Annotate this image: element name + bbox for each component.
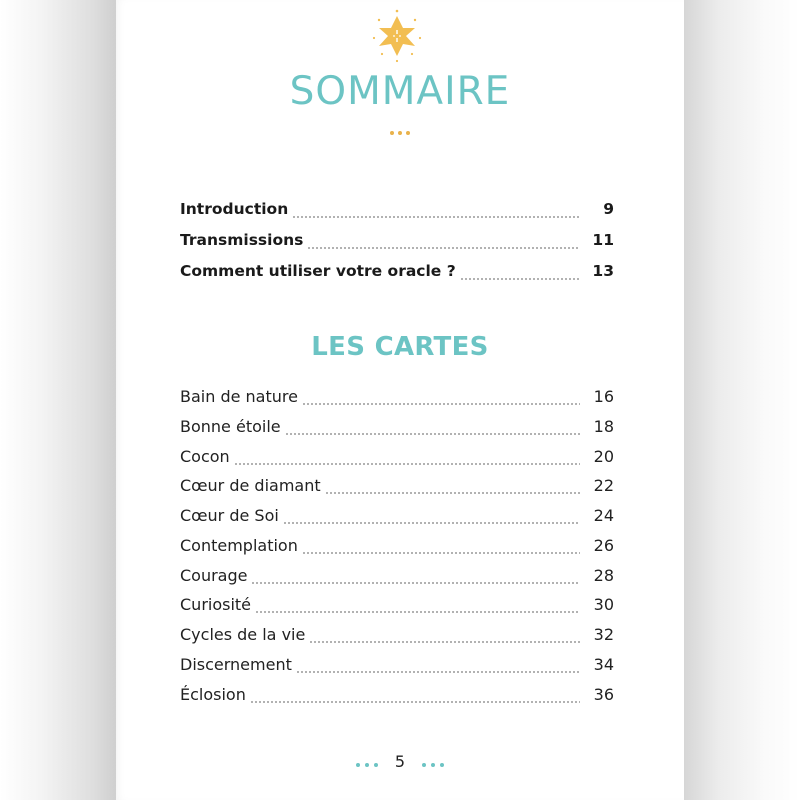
dot-leader xyxy=(302,552,580,554)
toc-entry-label: Discernement xyxy=(180,655,292,674)
toc-entry-card[interactable] xyxy=(180,655,614,679)
title-ornament-dots xyxy=(116,120,684,139)
toc-entry-card[interactable] xyxy=(180,625,614,649)
toc-entry-page: 18 xyxy=(593,417,614,436)
toc-entry-page: 22 xyxy=(593,476,614,495)
page-number: 5 xyxy=(394,751,406,771)
dot-leader xyxy=(309,641,580,643)
toc-entry-page: 16 xyxy=(593,387,614,406)
toc-entry-card[interactable] xyxy=(180,476,614,500)
binding-shadow-left xyxy=(0,0,116,800)
toc-entry-page: 11 xyxy=(592,231,614,249)
toc-entry-card[interactable] xyxy=(180,417,614,441)
toc-entry-card[interactable] xyxy=(180,387,614,411)
toc-entry-page: 28 xyxy=(593,566,614,585)
book-page xyxy=(116,0,684,800)
toc-entry-card[interactable] xyxy=(180,447,614,471)
toc-entry-label: Contemplation xyxy=(180,536,298,555)
toc-entry-transmissions[interactable] xyxy=(180,231,614,255)
toc-entry-card[interactable] xyxy=(180,685,614,709)
dot-leader xyxy=(325,492,580,494)
footer-dots-right xyxy=(419,752,446,771)
toc-entry-page: 32 xyxy=(593,625,614,644)
toc-entry-label: Cœur de Soi xyxy=(180,506,279,525)
dot-leader xyxy=(302,403,580,405)
toc-entry-label: Transmissions xyxy=(180,231,304,249)
toc-entry-introduction[interactable] xyxy=(180,200,614,224)
toc-entry-label: Courage xyxy=(180,566,248,585)
toc-entry-label: Bonne étoile xyxy=(180,417,281,436)
page-footer xyxy=(116,750,684,772)
dot-leader xyxy=(285,433,580,435)
dot-leader xyxy=(307,247,580,249)
toc-entry-comment-utiliser[interactable] xyxy=(180,262,614,286)
section-title-les-cartes: LES CARTES xyxy=(311,332,489,362)
footer-dots-left xyxy=(354,752,381,771)
toc-entry-label: Cocon xyxy=(180,447,230,466)
dot-leader xyxy=(283,522,580,524)
star-ornament-icon xyxy=(369,8,425,64)
toc-entry-card[interactable] xyxy=(180,566,614,590)
toc-entry-card[interactable] xyxy=(180,595,614,619)
toc-entry-label: Cycles de la vie xyxy=(180,625,306,644)
toc-entry-label: Introduction xyxy=(180,200,289,218)
toc-entry-page: 20 xyxy=(593,447,614,466)
dot-leader xyxy=(255,611,580,613)
toc-entry-page: 9 xyxy=(603,200,614,218)
toc-entry-page: 36 xyxy=(593,685,614,704)
dot-leader xyxy=(234,463,580,465)
dot-leader xyxy=(251,582,580,584)
toc-entry-page: 26 xyxy=(593,536,614,555)
dot-leader xyxy=(460,278,580,280)
dot-leader xyxy=(292,216,580,218)
toc-entry-label: Éclosion xyxy=(180,685,246,704)
toc-entry-page: 30 xyxy=(593,595,614,614)
toc-entry-page: 24 xyxy=(593,506,614,525)
binding-shadow-right xyxy=(684,0,800,800)
toc-entry-page: 13 xyxy=(592,262,614,280)
page-title: SOMMAIRE xyxy=(289,69,511,114)
dot-leader xyxy=(250,701,580,703)
toc-entry-card[interactable] xyxy=(180,506,614,530)
toc-entry-label: Comment utiliser votre oracle ? xyxy=(180,262,456,280)
toc-entry-card[interactable] xyxy=(180,536,614,560)
toc-entry-label: Bain de nature xyxy=(180,387,298,406)
dot-leader xyxy=(296,671,580,673)
toc-entry-label: Cœur de diamant xyxy=(180,476,321,495)
toc-entry-page: 34 xyxy=(593,655,614,674)
toc-entry-label: Curiosité xyxy=(180,595,252,614)
